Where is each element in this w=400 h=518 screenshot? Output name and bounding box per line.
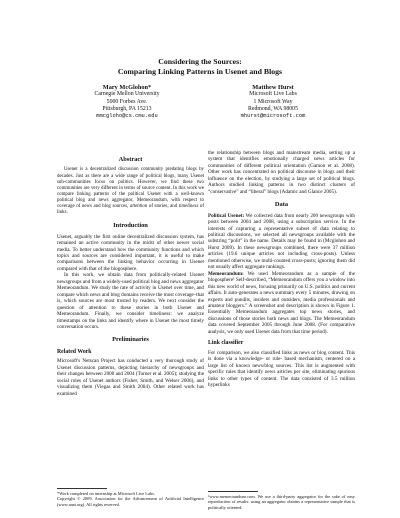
left-column xyxy=(57,157,204,397)
usenet-paragraph: Political Usenet: We collected data from nearly 200 newsgroups with posts between 2004 and 2008, using a subscription service. In the interests of capturing a representative subset of data relating to political discussions, we selected all newsgroups available with the substring “polit” in the name. Details may be found in (Mcglohon and Hurst 2009). In these newsgroups combined, there were 37 million articles (19.6 unique articles not including cross-posts). Unless mentioned otherwise, we multi-counted cross-posts; ignoring them did not usually affect aggregate rankings. xyxy=(208,212,355,271)
footnote-memeorandum: ¹www.memeorandum.com. We use a third-party aggregator for the sake of easy reproduction of results: using an aggregator obtains a representative sample that is politically oriented. xyxy=(208,494,355,510)
link-classifier-heading: Link classifier xyxy=(208,340,244,347)
abstract-text: Usenet is a decentralized discussion community predating blogs by decades. Just as there are a wide range of political blogs, many Usenet sub-communities focus on politics. However, we find these two communities are very different in terms of source content. In this work we compare linking patterns of the political Usenet with a well-known political blog and news aggregator, Memeorandum, with respect to coverage of news and blog sources, attention of stories, and timeliness of links. xyxy=(57,167,204,216)
abstract-heading: Abstract xyxy=(118,156,143,163)
intro-paragraph-1: Usenet, arguably the first online decentralized discussion system, has remained an active community in the midst of other newer social media. To better understand how the community functions and which topics and sources are considered important, it is useful to make comparisons between the linking behavior occurring in Usenet compared with that of the blogosphere. xyxy=(57,233,204,272)
author-name: Matthew Hurst xyxy=(252,84,294,91)
preliminaries-heading: Preliminaries xyxy=(112,336,149,344)
paper-title xyxy=(0,57,400,76)
title-line-2: Comparing Linking Patterns in Usenet and Blogs xyxy=(117,66,283,76)
author-city: Redmond, WA 98005 xyxy=(248,105,298,112)
footnote-rule xyxy=(208,491,258,492)
footnote-internship: *Work completed on internship at Microsoft Live Labs. xyxy=(57,491,155,496)
author-block-1 xyxy=(57,84,197,120)
footnote-right xyxy=(208,491,355,510)
related-work-paragraph: Microsoft's Netscan Project has conducted a very thorough study of Usenet discussion patterns, depicting hierarchy of newsgroups and their changes between 2000 and 2004 (Turner et al. 2005); studying the social roles of Usenet authors (Fisher, Smith, and Welser 2006), and visualizing them (Viegas and Smith 2004). Other related work has examined xyxy=(57,358,204,397)
author-email: mmcgloho@cs.cmu.edu xyxy=(96,113,158,120)
related-work-continued: the relationship between blogs and mainstream media, setting up a system that identifies emotionally charged news articles for communities of different political orientation (Gamon et al. 2008). Other work has concentrated on political discourse in blogs and their influence on the election, by studying a large set of political blogs. Authors studied linking patterns in two distinct clusters of “conservative” and “liberal” blogs (Adamic and Glance 2005). xyxy=(208,150,355,195)
copyright-notice: Copyright © 2009, Association for the Advancement of Artificial Intelligence (www.aaai.org). All rights reserved. xyxy=(57,496,204,507)
author-block-2 xyxy=(203,84,343,120)
author-address: 5000 Forbes Ave. xyxy=(106,98,148,105)
intro-paragraph-2: In this work, we obtain data from politically-related Usenet newsgroups and from a widely-used political blog and news aggregator Memeorandum. We study the rate of activity in Usenet over time, and compare which news and blog domains receive the most coverage–that is, which sources are most trusted by readers. We next consider the question of attention to these stories in both Usenet and Memeorandum. Finally, we consider timeliness: we analyze timestamps on the links and identify where in Usenet the most timely conversation occurs. xyxy=(57,272,204,330)
footnote-left xyxy=(57,488,204,507)
author-affiliation: Microsoft Live Labs xyxy=(249,91,297,98)
title-line-1: Considering the Sources: xyxy=(158,57,242,66)
author-address: 1 Microsoft Way xyxy=(253,98,293,105)
related-work-heading: Related Work xyxy=(57,348,92,355)
memeorandum-paragraph: Memeorandum: We used Memeorandum as a sample of the blogosphere¹ Self-described, “Memeorandum offers you a window into this new world of news, focusing primarily on U.S. politics and current affairs. It auto-generates a news summary every 5 minutes, drawing on experts and pundits, insiders and outsiders, media professionals and amateur bloggers.” A screenshot and description is shown in Figure 1. Essentially Memeorandum aggregates top news stories, and discussions of those stories both news and blogs. The Memeorandum data covered September 2005 through June 2008. (For comparative analysis, we only used Usenet data from that time period). xyxy=(208,270,355,335)
right-column xyxy=(208,150,355,388)
author-affiliation: Carnegie Mellon University xyxy=(94,91,160,98)
author-name: Mary McGlohon* xyxy=(102,84,152,91)
introduction-heading: Introduction xyxy=(113,222,148,230)
footnote-rule xyxy=(57,488,107,489)
author-email: mhurst@microsoft.com xyxy=(240,113,306,120)
link-classifier-paragraph: For comparison, we also classified links as news or blog content. This is done via a knowledge- or rule- based mechanism, centered on a large list of known news/blog sources. This list is augmented with specific rules that identify news articles per site, eliminating spurious links to other types of content. The data consisted of 3.5 million hyperlinks xyxy=(208,349,355,388)
data-heading: Data xyxy=(274,201,289,209)
author-city: Pittsburgh, PA 15213 xyxy=(102,105,152,112)
